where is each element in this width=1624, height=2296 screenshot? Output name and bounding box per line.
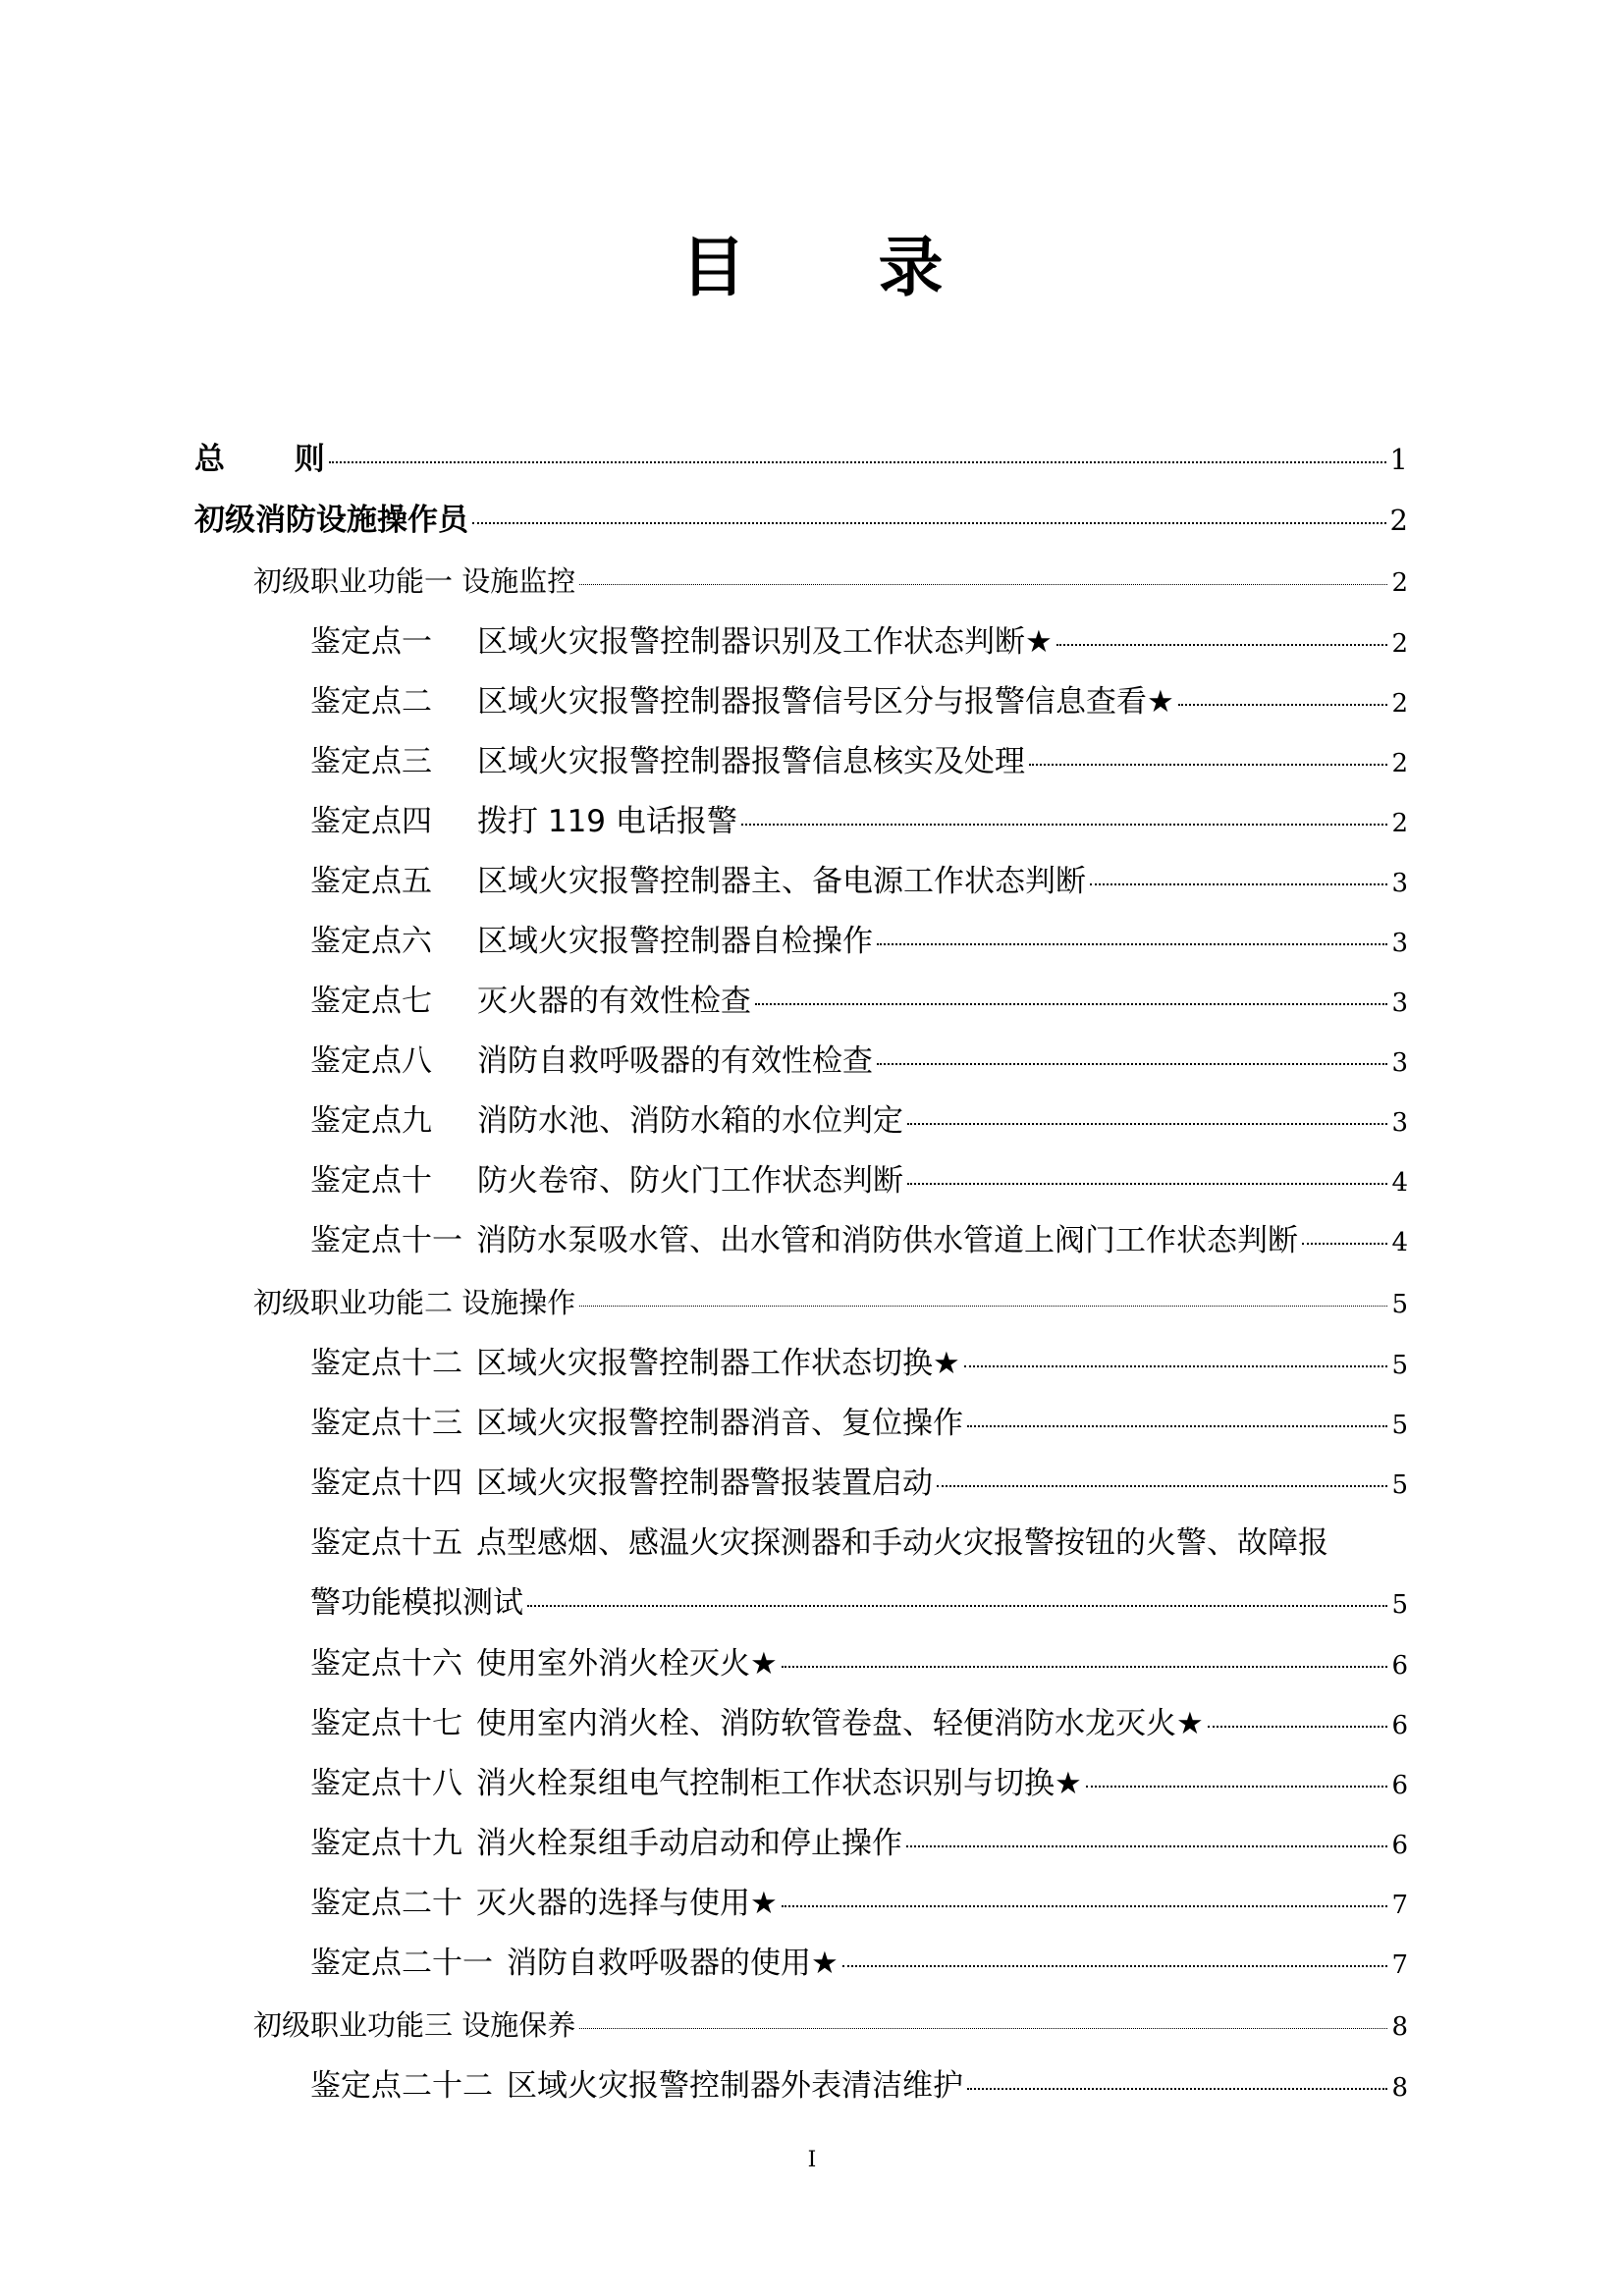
toc-entry-point-15-line1[interactable] — [310, 1522, 1408, 1564]
toc-page-number: 2 — [1391, 749, 1408, 778]
point-code: 鉴定点九 — [310, 1103, 432, 1139]
point-text: 区域火灾报警控制器工作状态切换★ — [476, 1346, 960, 1381]
dot-leader — [907, 1123, 1387, 1125]
toc-page-number: 3 — [1391, 929, 1408, 958]
dot-leader — [472, 522, 1386, 524]
dot-leader — [329, 461, 1386, 463]
toc-entry-point[interactable] — [310, 1220, 1408, 1261]
toc-entry-point[interactable] — [310, 621, 1408, 663]
toc-page-number: 6 — [1391, 1651, 1408, 1681]
point-code: 鉴定点十二 — [310, 1346, 462, 1381]
point-code: 鉴定点十三 — [310, 1406, 462, 1441]
toc-entry-general[interactable] — [194, 440, 1408, 479]
point-text: 防火卷帘、防火门工作状态判断 — [477, 1163, 903, 1199]
point-text: 区域火灾报警控制器消音、复位操作 — [476, 1406, 963, 1441]
toc-label: 总 则 — [194, 442, 325, 477]
point-text: 拨打 119 电话报警 — [477, 804, 737, 839]
toc-entry-point[interactable] — [310, 681, 1408, 722]
toc-label: 初级消防设施操作员 — [194, 503, 468, 538]
toc-page-number: 6 — [1391, 1711, 1408, 1740]
point-text: 消防水泵吸水管、出水管和消防供水管道上阀门工作状态判断 — [476, 1223, 1298, 1258]
toc-label: 初级职业功能三 设施保养 — [253, 2008, 576, 2042]
point-code: 鉴定点七 — [310, 984, 432, 1019]
toc-page-number: 2 — [1391, 629, 1408, 659]
toc-entry-point[interactable] — [310, 1403, 1408, 1444]
page-footer-number: I — [807, 2148, 817, 2172]
toc-label — [310, 1343, 960, 1384]
toc-entry-function-2[interactable] — [253, 1283, 1408, 1322]
toc-page-number: 8 — [1391, 2012, 1408, 2042]
dot-leader — [579, 2028, 1387, 2029]
toc-page-number: 2 — [1391, 568, 1408, 598]
toc-page-number: 2 — [1391, 689, 1408, 719]
point-text: 区域火灾报警控制器识别及工作状态判断★ — [477, 624, 1053, 660]
dot-leader — [579, 584, 1387, 585]
point-code: 鉴定点十 — [310, 1163, 432, 1199]
point-code: 鉴定点十四 — [310, 1466, 462, 1501]
point-text: 区域火灾报警控制器主、备电源工作状态判断 — [477, 864, 1086, 899]
point-text: 消防自救呼吸器的有效性检查 — [477, 1043, 873, 1079]
point-code: 鉴定点十六 — [310, 1646, 462, 1682]
toc-entry-point[interactable] — [310, 1823, 1408, 1864]
point-text: 灭火器的有效性检查 — [477, 984, 751, 1019]
point-text: 灭火器的选择与使用★ — [476, 1886, 778, 1921]
point-code: 鉴定点十八 — [310, 1766, 462, 1801]
toc-label — [310, 1403, 963, 1444]
toc-page-number: 5 — [1391, 1590, 1408, 1620]
dot-leader — [755, 1003, 1387, 1005]
toc-entry-point[interactable] — [310, 801, 1408, 842]
dot-leader — [967, 1425, 1387, 1427]
dot-leader — [1090, 883, 1387, 885]
toc-page-number: 4 — [1391, 1228, 1408, 1257]
toc-label — [310, 861, 1086, 902]
dot-leader — [782, 1905, 1388, 1907]
toc-entry-level-primary[interactable] — [194, 501, 1408, 540]
toc-page-number: 5 — [1391, 1470, 1408, 1500]
toc-page-number: 3 — [1391, 1108, 1408, 1138]
toc-entry-function-1[interactable] — [253, 561, 1408, 601]
toc-label: 初级职业功能二 设施操作 — [253, 1286, 576, 1319]
toc-entry-point[interactable] — [310, 1041, 1408, 1082]
point-text: 使用室内消火栓、消防软管卷盘、轻便消防水龙灭火★ — [476, 1706, 1204, 1741]
dot-leader — [906, 1845, 1387, 1847]
point-text: 区域火灾报警控制器外表清洁维护 — [507, 2068, 963, 2104]
point-code: 鉴定点十五 — [310, 1525, 462, 1561]
toc-page-number: 7 — [1391, 1891, 1408, 1920]
point-code: 鉴定点八 — [310, 1043, 432, 1079]
toc-page-number: 6 — [1391, 1771, 1408, 1800]
toc-label — [310, 1643, 778, 1684]
point-text: 区域火灾报警控制器警报装置启动 — [476, 1466, 933, 1501]
toc-page-number: 6 — [1391, 1831, 1408, 1860]
toc-page-number: 7 — [1391, 1950, 1408, 1980]
point-text: 使用室外消火栓灭火★ — [476, 1646, 778, 1682]
dot-leader — [1178, 704, 1388, 706]
dot-leader — [964, 1365, 1388, 1367]
point-code: 鉴定点五 — [310, 864, 432, 899]
dot-leader — [907, 1183, 1387, 1185]
toc-label — [310, 1943, 839, 1984]
toc-label — [310, 1100, 903, 1142]
toc-page-number: 4 — [1391, 1168, 1408, 1198]
toc-page-number: 3 — [1391, 1048, 1408, 1078]
toc-page-number: 1 — [1389, 443, 1408, 476]
dot-leader — [1029, 764, 1387, 766]
toc-label — [310, 1883, 778, 1924]
point-code: 鉴定点十一 — [310, 1223, 462, 1258]
dot-leader — [937, 1485, 1387, 1487]
point-code: 鉴定点二十二 — [310, 2068, 493, 2104]
toc-page-number: 3 — [1391, 988, 1408, 1018]
toc-entry-point[interactable] — [310, 1343, 1408, 1384]
toc-page-number: 8 — [1391, 2073, 1408, 2103]
toc-entry-function-3[interactable] — [253, 2005, 1408, 2045]
toc-entry-point[interactable] — [310, 1943, 1408, 1984]
point-code: 鉴定点二十 — [310, 1886, 462, 1921]
point-code: 鉴定点二十一 — [310, 1946, 493, 1981]
toc-label: 初级职业功能一 设施监控 — [253, 564, 576, 598]
toc-entry-point[interactable] — [310, 981, 1408, 1022]
point-code: 鉴定点二 — [310, 684, 432, 720]
toc-entry-point[interactable] — [310, 1100, 1408, 1142]
point-code: 鉴定点十九 — [310, 1826, 462, 1861]
toc-entry-point[interactable] — [310, 2065, 1408, 2107]
dot-leader — [967, 2088, 1387, 2090]
toc-label — [310, 1041, 873, 1082]
dot-leader — [741, 824, 1388, 826]
toc-label — [310, 1703, 1204, 1744]
point-code: 鉴定点三 — [310, 744, 432, 779]
page-title: 目 录 — [680, 229, 999, 305]
dot-leader — [877, 943, 1387, 945]
dot-leader — [1302, 1243, 1387, 1245]
toc-label — [310, 1763, 1082, 1804]
toc-entry-point[interactable] — [310, 1763, 1408, 1804]
toc-label — [310, 741, 1025, 782]
toc-page-number: 2 — [1389, 504, 1408, 537]
point-text: 消火栓泵组电气控制柜工作状态识别与切换★ — [476, 1766, 1082, 1801]
toc-entry-point[interactable] — [310, 741, 1408, 782]
toc-label — [310, 1463, 933, 1504]
point-text: 消防水池、消防水箱的水位判定 — [477, 1103, 903, 1139]
point-code: 鉴定点十七 — [310, 1706, 462, 1741]
toc-entry-point[interactable] — [310, 861, 1408, 902]
toc-label — [310, 681, 1174, 722]
toc-entry-point[interactable] — [310, 1883, 1408, 1924]
toc-entry-point[interactable] — [310, 1463, 1408, 1504]
toc-label — [310, 801, 737, 842]
toc-page-number: 5 — [1391, 1290, 1408, 1319]
point-text: 区域火灾报警控制器报警信号区分与报警信息查看★ — [477, 684, 1174, 720]
dot-leader — [527, 1605, 1387, 1607]
dot-leader — [1208, 1726, 1388, 1728]
toc-label: 警功能模拟测试 — [310, 1585, 523, 1621]
point-code: 鉴定点一 — [310, 624, 432, 660]
toc-label — [310, 1220, 1298, 1261]
toc-entry-point[interactable] — [310, 1643, 1408, 1684]
toc-label — [310, 1823, 902, 1864]
point-text: 点型感烟、感温火灾探测器和手动火灾报警按钮的火警、故障报 — [476, 1525, 1328, 1561]
toc-label — [310, 921, 873, 962]
dot-leader — [782, 1666, 1388, 1668]
toc-page-number: 5 — [1391, 1411, 1408, 1440]
dot-leader — [579, 1306, 1387, 1307]
point-text: 消火栓泵组手动启动和停止操作 — [476, 1826, 902, 1861]
toc-page-number: 5 — [1391, 1351, 1408, 1380]
toc-entry-point[interactable] — [310, 921, 1408, 962]
point-text: 区域火灾报警控制器报警信息核实及处理 — [477, 744, 1025, 779]
toc-entry-point-15-line2[interactable] — [310, 1582, 1408, 1624]
toc-label — [310, 621, 1053, 663]
dot-leader — [1086, 1786, 1388, 1788]
point-text: 区域火灾报警控制器自检操作 — [477, 924, 873, 959]
point-text: 消防自救呼吸器的使用★ — [507, 1946, 839, 1981]
dot-leader — [842, 1965, 1388, 1967]
point-code: 鉴定点四 — [310, 804, 432, 839]
toc-page-number: 3 — [1391, 869, 1408, 898]
dot-leader — [877, 1063, 1387, 1065]
toc-label — [310, 981, 751, 1022]
toc-entry-point[interactable] — [310, 1160, 1408, 1201]
point-code: 鉴定点六 — [310, 924, 432, 959]
dot-leader — [1056, 644, 1388, 646]
toc-entry-point[interactable] — [310, 1703, 1408, 1744]
toc-page-number: 2 — [1391, 809, 1408, 838]
toc-label — [310, 1160, 903, 1201]
toc-label — [310, 2065, 963, 2107]
